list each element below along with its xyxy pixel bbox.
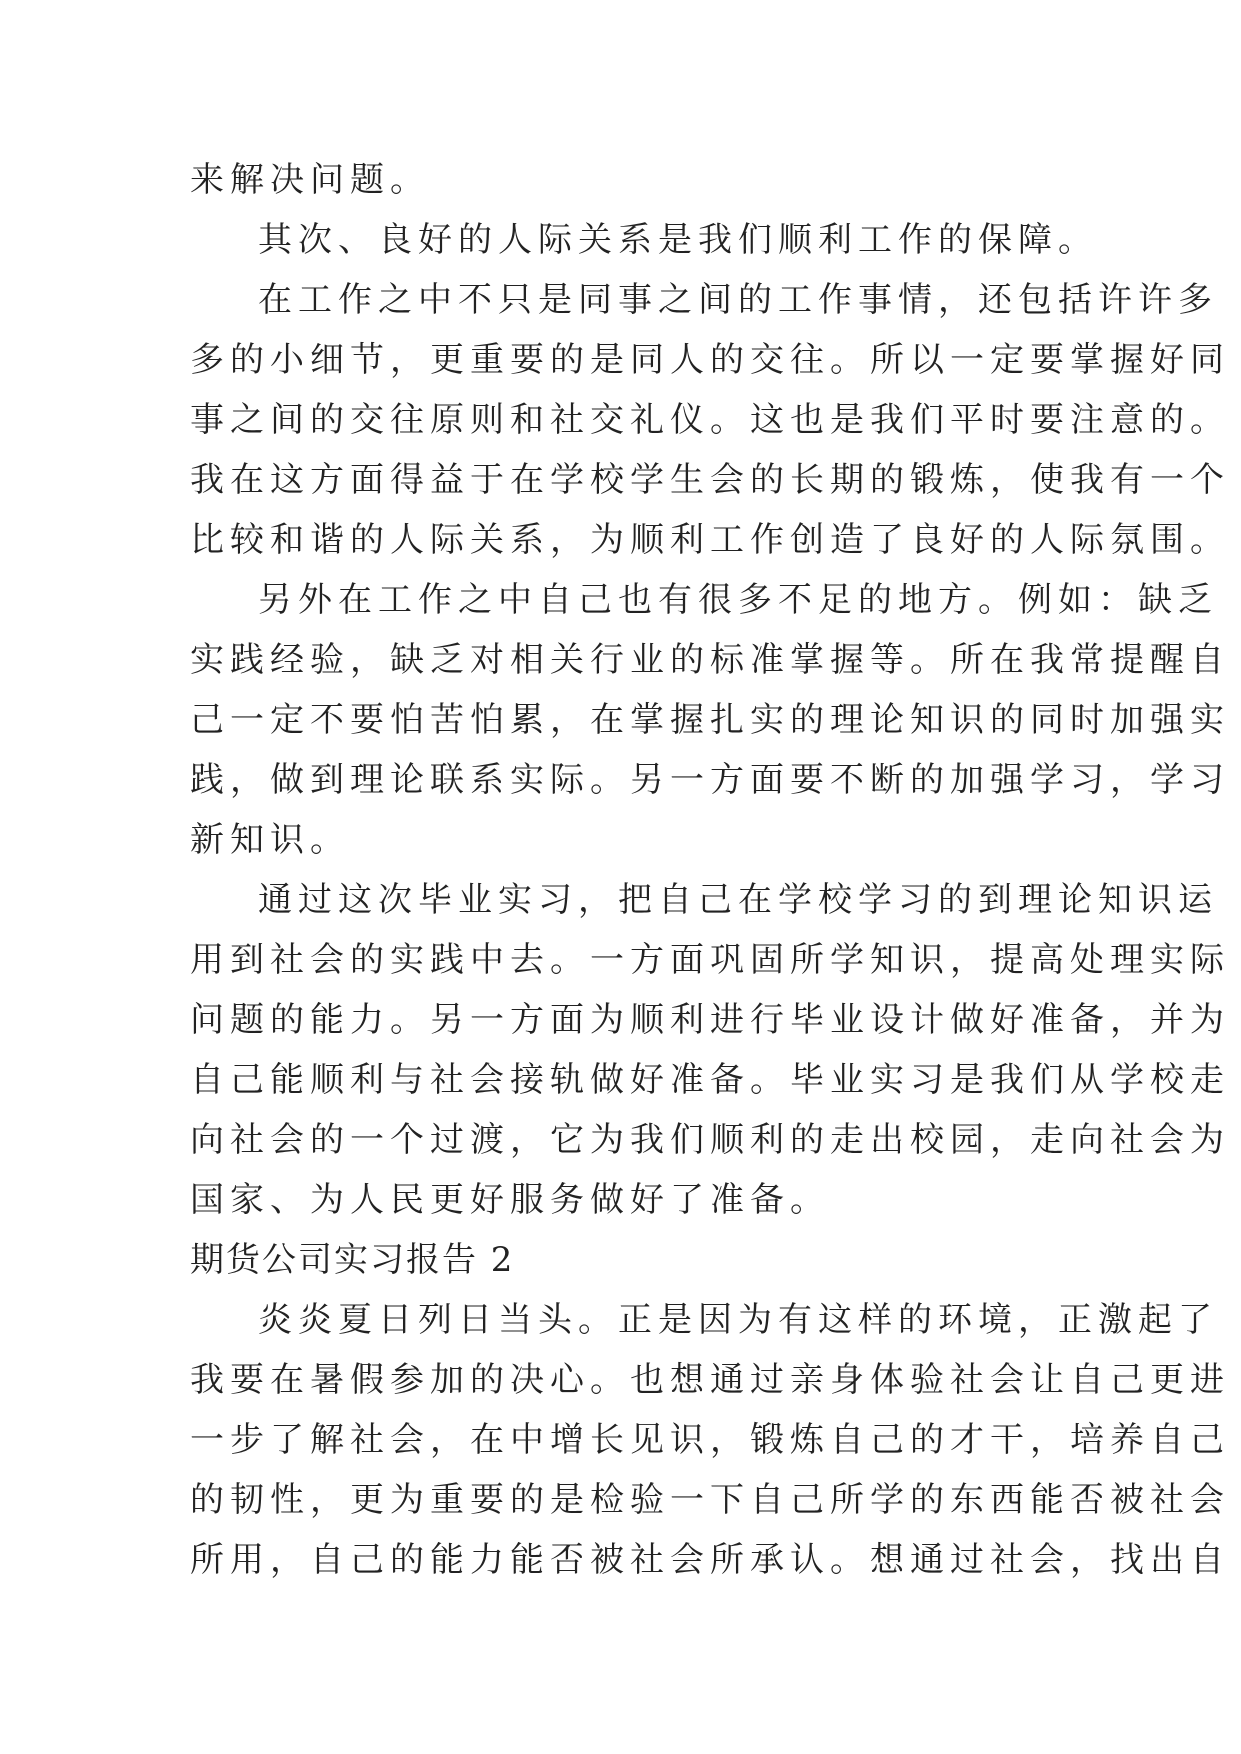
text-line: 自己能顺利与社会接轨做好准备。毕业实习是我们从学校走 — [190, 1060, 1230, 1100]
text-line: 用到社会的实践中去。一方面巩固所学知识，提高处理实际 — [190, 940, 1230, 980]
text-line: 多的小细节，更重要的是同人的交往。所以一定要掌握好同 — [190, 340, 1230, 380]
document-body — [190, 150, 1230, 1590]
text-line: 我在这方面得益于在学校学生会的长期的锻炼，使我有一个 — [190, 460, 1230, 500]
text-line: 的韧性，更为重要的是检验一下自己所学的东西能否被社会 — [190, 1480, 1230, 1520]
text-line: 问题的能力。另一方面为顺利进行毕业设计做好准备，并为 — [190, 1000, 1230, 1040]
text-line: 来解决问题。 — [190, 160, 430, 200]
text-line: 事之间的交往原则和社交礼仪。这也是我们平时要注意的。 — [190, 400, 1230, 440]
text-line: 所用，自己的能力能否被社会所承认。想通过社会，找出自 — [190, 1540, 1230, 1580]
section-heading: 期货公司实习报告 2 — [190, 1240, 515, 1280]
text-line: 向社会的一个过渡，它为我们顺利的走出校园，走向社会为 — [190, 1120, 1230, 1160]
paragraph-start: 在工作之中不只是同事之间的工作事情，还包括许许多 — [258, 280, 1218, 320]
text-line: 比较和谐的人际关系，为顺利工作创造了良好的人际氛围。 — [190, 520, 1230, 560]
text-line: 我要在暑假参加的决心。也想通过亲身体验社会让自己更进 — [190, 1360, 1230, 1400]
text-line: 国家、为人民更好服务做好了准备。 — [190, 1180, 830, 1220]
paragraph-start: 另外在工作之中自己也有很多不足的地方。例如：缺乏 — [258, 580, 1218, 620]
paragraph-start: 其次、良好的人际关系是我们顺利工作的保障。 — [258, 220, 1098, 260]
text-line: 一步了解社会，在中增长见识，锻炼自己的才干，培养自己 — [190, 1420, 1230, 1460]
text-line: 新知识。 — [190, 820, 350, 860]
text-line: 践，做到理论联系实际。另一方面要不断的加强学习，学习 — [190, 760, 1230, 800]
paragraph-start: 炎炎夏日列日当头。正是因为有这样的环境，正激起了 — [258, 1300, 1218, 1340]
paragraph-start: 通过这次毕业实习，把自己在学校学习的到理论知识运 — [258, 880, 1218, 920]
text-line: 己一定不要怕苦怕累，在掌握扎实的理论知识的同时加强实 — [190, 700, 1230, 740]
text-line: 实践经验，缺乏对相关行业的标准掌握等。所在我常提醒自 — [190, 640, 1230, 680]
